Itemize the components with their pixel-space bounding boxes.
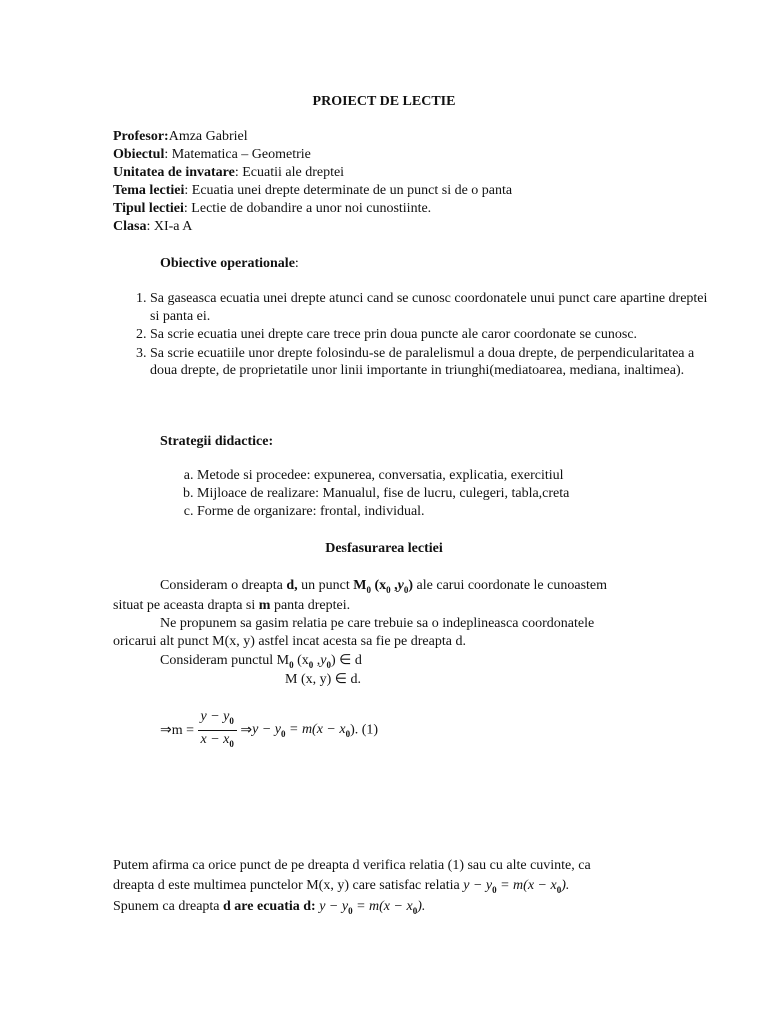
list-item: c. Forme de organizare: frontal, individual. (197, 503, 569, 521)
point-coords: ($x_0$ $,y_0$) (374, 578, 414, 595)
paragraph-3-line-1: Consideram punctul $M_0$ ($x_0$ $,y_0$) ∈ d (160, 653, 362, 670)
paragraph-5 (113, 898, 425, 920)
fraction (198, 708, 237, 753)
strategies-heading: Strategii didactice: (160, 434, 274, 449)
strategies-list (160, 467, 569, 521)
text: ∈ d (339, 653, 362, 668)
paragraph-4-line-1: Putem afirma ca orice punct de pe dreapta d verifica relatia (1) sau cu alte cuvinte, ca (113, 858, 591, 873)
subscript: 0 (386, 584, 391, 595)
list-item: 2. Sa scrie ecuatia unei drepte care trece prin doua puncte ale caror coordonate se cunosc. (150, 326, 710, 344)
objectives-heading-colon: : (294, 256, 299, 271)
header-label: Profesor: (113, 129, 169, 144)
paragraph-1-line-1 (160, 577, 607, 599)
header-clasa (113, 218, 192, 236)
lesson-heading: Desfasurarea lectiei (325, 541, 443, 556)
paragraph-2-line-2: oricarui alt punct M(x, y) astfel incat acesta sa fie pe dreapta d. (113, 634, 466, 649)
text: situat pe aceasta drapta si (113, 598, 259, 613)
subscript: 0 (326, 659, 331, 670)
list-item: 3. Sa scrie ecuatiile unor drepte folosindu-se de paralelismul a doua drepte, de perpendicularitatea a doua drepte, de proprietatile unor linii importante in triunghi(mediatoarea, mediana, inaltimea). (150, 345, 710, 380)
document-title: PROIECT DE LECTIE (312, 94, 456, 109)
header-unitatea (113, 164, 344, 182)
header-label: Unitatea de invatare (113, 165, 235, 180)
text: dreapta d este multimea punctelor M(x, y) care satisfac relatia (113, 878, 460, 893)
paragraph-1-line-2 (113, 597, 350, 615)
header-value: : Lectie de dobandire a unor noi cunostiinte. (183, 201, 432, 216)
line-equation: $y - y_0 = m(x - x_0)$. (319, 899, 426, 916)
subscript: 0 (308, 659, 314, 670)
subscript: 0 (366, 584, 371, 595)
text-bold: d are ecuatia d: (223, 899, 316, 914)
header-label: Obiectul (113, 147, 165, 162)
objectives-list (113, 290, 710, 381)
header-tema (113, 182, 512, 200)
header-value: : Ecuatii ale dreptei (234, 165, 345, 180)
header-label: Tema lectiei (113, 183, 185, 198)
formula-lhs: ⇒m = (160, 722, 195, 738)
text-bold: d, (286, 578, 298, 593)
text: Spunem ca dreapta (113, 899, 224, 914)
header-label: Clasa (113, 219, 147, 234)
objectives-heading-text: Obiective operationale (160, 256, 295, 271)
header-value: Amza Gabriel (168, 129, 248, 144)
objectives-heading (160, 255, 299, 273)
list-item: b. Mijloace de realizare: Manualul, fise de lucru, culegeri, tabla,creta (197, 485, 569, 503)
header-obiectul (113, 146, 311, 164)
relation-formula: $y - y_0 = m(x - x_0)$. (463, 878, 570, 895)
header-tipul (113, 200, 431, 218)
header-label: Tipul lectiei (113, 201, 184, 216)
subscript: 0 (289, 659, 294, 670)
paragraph-2-line-1: Ne propunem sa gasim relatia pe care trebuie sa o indeplineasca coordonatele (160, 616, 595, 631)
text-bold: M (353, 578, 367, 593)
text: ale carui coordonate le cunoastem (413, 578, 608, 593)
header-value: : XI-a A (146, 219, 193, 234)
slope-formula (160, 708, 378, 753)
formula-implies: ⇒ (240, 722, 253, 738)
paragraph-3-line-2: M (x, y) ∈ d. (285, 672, 361, 687)
text: Consideram punctul M (160, 653, 290, 668)
list-item: a. Metode si procedee: expunerea, conversatia, explicatia, exercitiul (197, 467, 569, 485)
text: un punct (297, 578, 354, 593)
subscript: 0 (403, 584, 409, 595)
header-value: : Matematica – Geometrie (164, 147, 311, 162)
text-bold: m (258, 598, 271, 613)
formula-rhs: $y - y_0 = m(x - x_0$ (252, 721, 351, 739)
text: Consideram o dreapta (160, 578, 287, 593)
header-profesor (113, 128, 248, 146)
fraction-numerator: $y - y_0$ (198, 708, 237, 731)
header-value: : Ecuatia unei drepte determinate de un punct si de o panta (184, 183, 513, 198)
fraction-denominator: $x - x_0$ (200, 731, 234, 749)
paragraph-4-line-2 (113, 877, 569, 899)
text: panta dreptei. (270, 598, 351, 613)
formula-end: ). (1) (350, 722, 379, 738)
list-item: 1. Sa gaseasca ecuatia unei drepte atunci cand se cunosc coordonatele unui punct care apartine dreptei si panta ei. (150, 290, 710, 325)
